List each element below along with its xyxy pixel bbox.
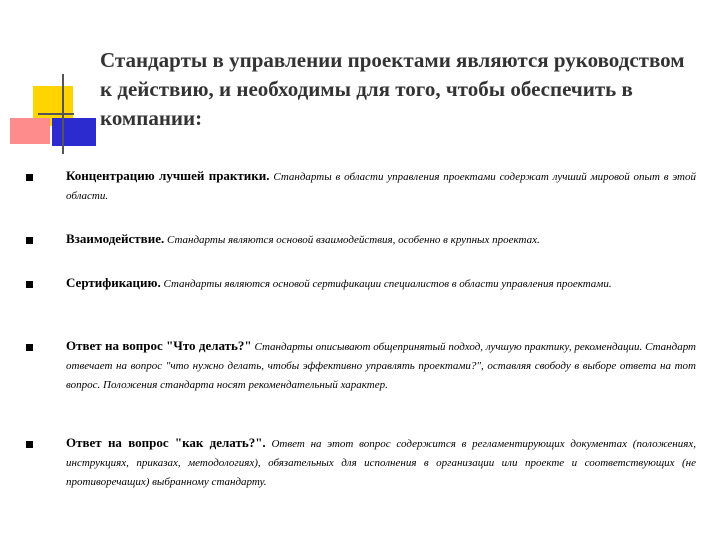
item-term: Взаимодействие. [66, 231, 165, 246]
slide-title: Стандарты в управлении проектами являются руководством к действию, и необходимы для того, чтобы обеспечить в компании: [100, 48, 685, 130]
item-term: Концентрацию лучшей практики. [66, 168, 270, 183]
bullet-icon [26, 237, 33, 244]
list-item [26, 273, 696, 294]
decor-red-square [10, 118, 50, 144]
bullet-icon [26, 281, 33, 288]
item-term: Ответ на вопрос "Что делать?" [66, 338, 252, 353]
bullet-icon [26, 441, 33, 448]
decor-blue-square [52, 118, 96, 146]
list-item [26, 433, 696, 492]
list-item [26, 336, 696, 395]
list-item [26, 229, 696, 250]
item-description: Стандарты в области управления проектами содержат лучший мировой опыт в этой области. [66, 171, 696, 202]
item-description: Стандарты являются основой взаимодействия, особенно в крупных проектах. [166, 234, 540, 246]
decor-horizontal-line [38, 113, 74, 115]
item-description: Стандарты являются основой сертификации специалистов в области управления проектами. [163, 278, 612, 290]
list-item [26, 166, 696, 206]
bullet-icon [26, 344, 33, 351]
item-description: Стандарты описывают общепринятый подход, лучшую практику, рекомендации. Стандарт отвечает на вопрос "что нужно делать, чтобы эффективно управлять проектами?", оставляя свободу в выборе ответа на тот вопрос. Положения стандарта носят рекомендательный характер. [66, 341, 697, 391]
item-term: Ответ на вопрос "как делать?". [66, 435, 266, 450]
bullet-icon [26, 174, 33, 181]
item-term: Сертификацию. [66, 275, 161, 290]
item-description: Ответ на этот вопрос содержится в регламентирующих документах (положениях, инструкциях, приказах, методологиях), обязательных для исполнения в организации или проекте и соответствующих (не противоречащих) выбранному стандарту. [66, 438, 696, 488]
